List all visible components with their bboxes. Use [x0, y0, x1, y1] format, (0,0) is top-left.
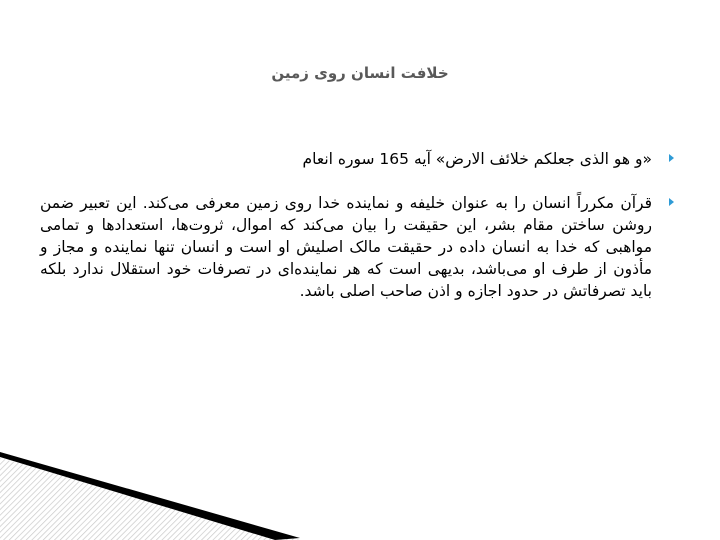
bullet-list	[40, 148, 680, 324]
slide-title: خلافت انسان روی زمین	[271, 64, 449, 82]
triangle-bullet-icon	[669, 154, 674, 162]
bullet-text: قرآن مکرراً انسان را به عنوان خلیفه و نماینده خدا روی زمین معرفی می‌کند. این تعبیر ضمن روشن ساختن مقام بشر، این حقیقت را بیان می‌کند که اموال، ثروت‌ها، استعدادها و تمامی مواهبی که خدا به انسان داده در حقیقت مالک اصلیش او است و انسان تنها نماینده و مجاز و مأذون از طرف او می‌باشد، بدیهی است که هر نماینده‌ای در تصرفات خود استقلال ندارد بلکه باید تصرفاتش در حدود اجازه و اذن صاحب اصلی باشد.	[40, 194, 652, 300]
bullet-item	[40, 148, 680, 170]
bullet-text: «و هو الذی جعلکم خلائف الارض» آیه 165 سوره انعام	[302, 150, 652, 168]
triangle-bullet-icon	[669, 198, 674, 206]
bullet-item	[40, 192, 680, 302]
